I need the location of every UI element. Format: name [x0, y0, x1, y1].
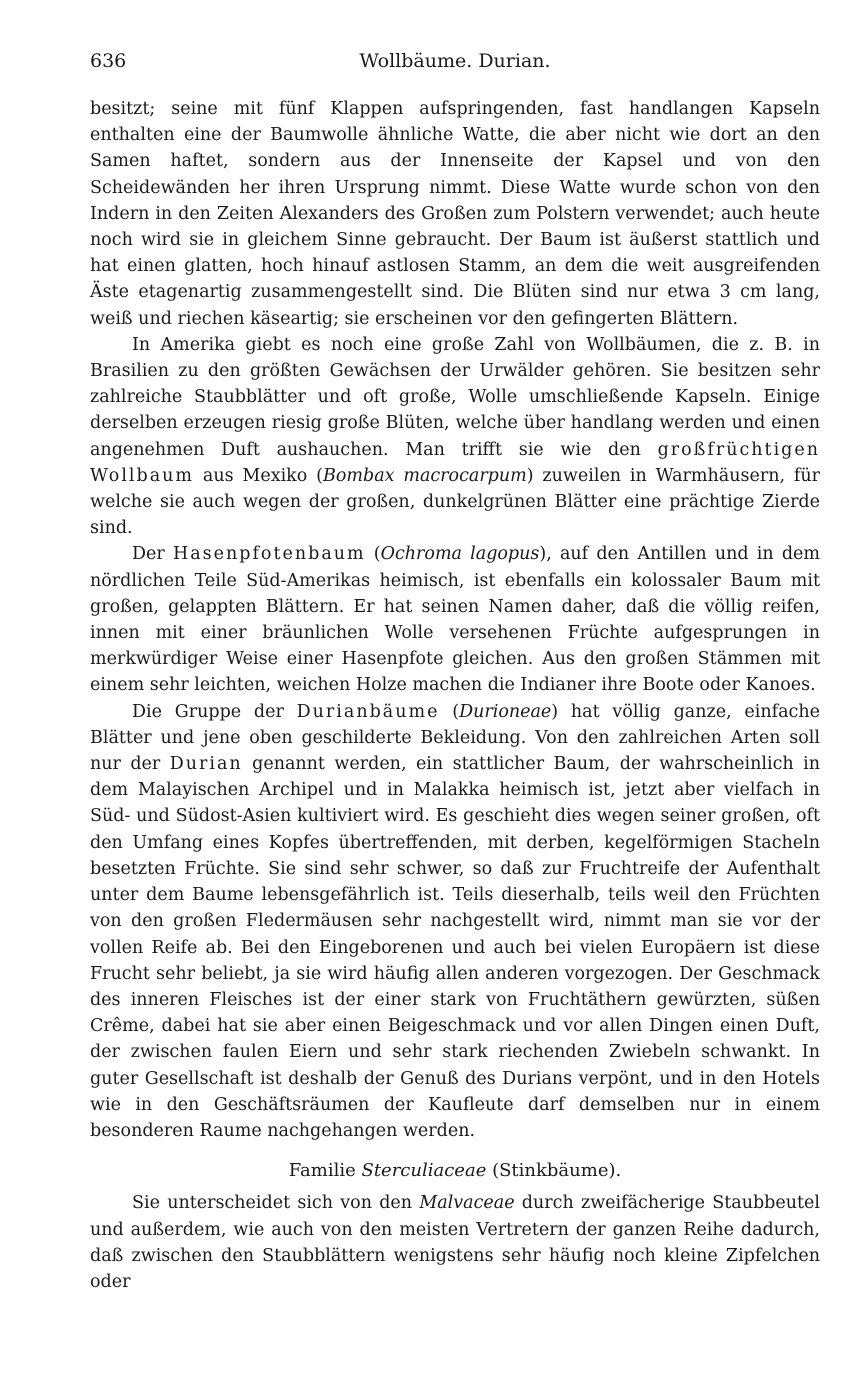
text-run: aus Mexiko (	[194, 465, 323, 486]
latin-name: Malvaceae	[419, 1193, 515, 1214]
text-run: (Stinkbäume).	[486, 1160, 622, 1182]
text-run: (	[365, 544, 381, 565]
text-run: Familie	[288, 1160, 362, 1182]
latin-name: Ochroma lagopus	[380, 544, 540, 565]
text-run: Die Gruppe der	[132, 701, 297, 722]
page-header	[90, 50, 820, 78]
paragraph-5	[90, 1190, 820, 1295]
paragraph-2	[90, 332, 820, 542]
spaced-term: Durianbäume	[296, 701, 440, 722]
section-heading	[90, 1158, 820, 1184]
text-run: Der	[132, 544, 173, 565]
paragraph-1: besitzt; seine mit fünf Klappen aufspringenden, fast handlangen Kapseln enthalten eine der Baumwolle ähnliche Watte, die aber nicht wie dort an den Samen haftet, sondern aus der Innenseite der Kapsel und von den Scheidewänden her ihren Ursprung nimmt. Diese Watte wurde schon von den Indern in den Zeiten Alexanders des Großen zum Polstern verwendet; auch heute noch wird sie in gleichem Sinne gebraucht. Der Baum ist äußerst stattlich und hat einen glatten, hoch hinauf astlosen Stamm, an dem die weit ausgreifenden Äste etagenartig zusammengestellt sind. Die Blüten sind nur etwa 3 cm lang, weiß und riechen käseartig; sie erscheinen vor den gefingerten Blättern.	[90, 99, 820, 329]
running-title: Wollbäume. Durian.	[359, 50, 551, 72]
page-number: 636	[90, 50, 127, 72]
latin-name: Sterculiaceae	[361, 1160, 487, 1182]
page-body	[90, 96, 820, 1295]
latin-name: Durioneae	[459, 701, 552, 722]
paragraph-3	[90, 541, 820, 698]
text-run: ) hat völlig ganze, einfache Blätter und jene oben geschilderte Bekleidung. Von den zahlreichen Arten soll nur der	[90, 701, 820, 775]
text-run: ) zuweilen in Warmhäusern, für welche sie auch wegen der großen, dunkelgrünen Blätter eine prächtige Zierde sind.	[90, 465, 820, 539]
text-run: ), auf den Antillen und in dem nördlichen Teile Süd-Amerikas heimisch, ist ebenfalls ein kolossaler Baum mit großen, gelappten Blättern. Er hat seinen Namen daher, daß die völlig reifen, innen mit einer bräunlichen Wolle versehenen Früchte aufgesprungen in merkwürdiger Weise einer Hasenpfote gleichen. Aus den großen Stämmen mit einem sehr leichten, weichen Holze machen die Indianer ihre Boote oder Kanoes.	[90, 544, 820, 696]
spaced-term: großfrüchtigen Wollbaum	[90, 439, 820, 486]
text-run: genannt werden, ein stattlicher Baum, der wahrscheinlich in dem Malayischen Archipel und in Malakka heimisch ist, jetzt aber vielfach in Süd- und Südost-Asien kultiviert wird. Es geschieht dies wegen seiner großen, oft den Umfang eines Kopfes übertreffenden, mit derben, kegelförmigen Stacheln besetzten Früchte. Sie sind sehr schwer, so daß zur Fruchtreife der Aufenthalt unter dem Baume lebensgefährlich ist. Teils dieserhalb, teils weil den Früchten von den großen Fledermäusen sehr nachgestellt wird, nimmt man sie vor der vollen Reife ab. Bei den Eingeborenen und auch bei vielen Europäern ist diese Frucht sehr beliebt, ja sie wird häufig allen anderen vorgezogen. Der Geschmack des inneren Fleisches ist der einer stark von Fruchtäthern gewürzten, süßen Crême, dabei hat sie aber einen Beigeschmack und vor allen Dingen einen Duft, der zwischen faulen Eiern und sehr stark riechenden Zwiebeln schwankt. In guter Gesellschaft ist deshalb der Genuß des Durians verpönt, und in den Hotels wie in den Geschäftsräumen der Kaufleute darf demselben nur in einem besonderen Raume nachgehangen werden.	[90, 754, 820, 1141]
spaced-term: Durian	[169, 754, 243, 775]
text-run: durch zweifächerige Staubbeutel und außerdem, wie auch von den meisten Vertretern der ganzen Reihe dadurch, daß zwischen den Staubblättern wenigstens sehr häufig noch kleine Zipfelchen oder	[90, 1193, 820, 1292]
text-run: (	[439, 701, 460, 722]
spaced-term: Hasenpfotenbaum	[172, 544, 366, 565]
paragraph-4	[90, 699, 820, 1144]
text-run: Sie unterscheidet sich von den	[132, 1193, 420, 1214]
latin-name: Bombax macrocarpum	[323, 465, 527, 486]
text-run: In Amerika giebt es noch eine große Zahl von Wollbäumen, die z. B. in Brasilien zu den größten Gewächsen der Urwälder gehören. Sie besitzen sehr zahlreiche Staubblätter und oft große, Wolle umschließende Kapseln. Einige derselben erzeugen riesig große Blüten, welche über handlang werden und einen angenehmen Duft aushauchen. Man trifft sie wie den	[90, 334, 820, 460]
